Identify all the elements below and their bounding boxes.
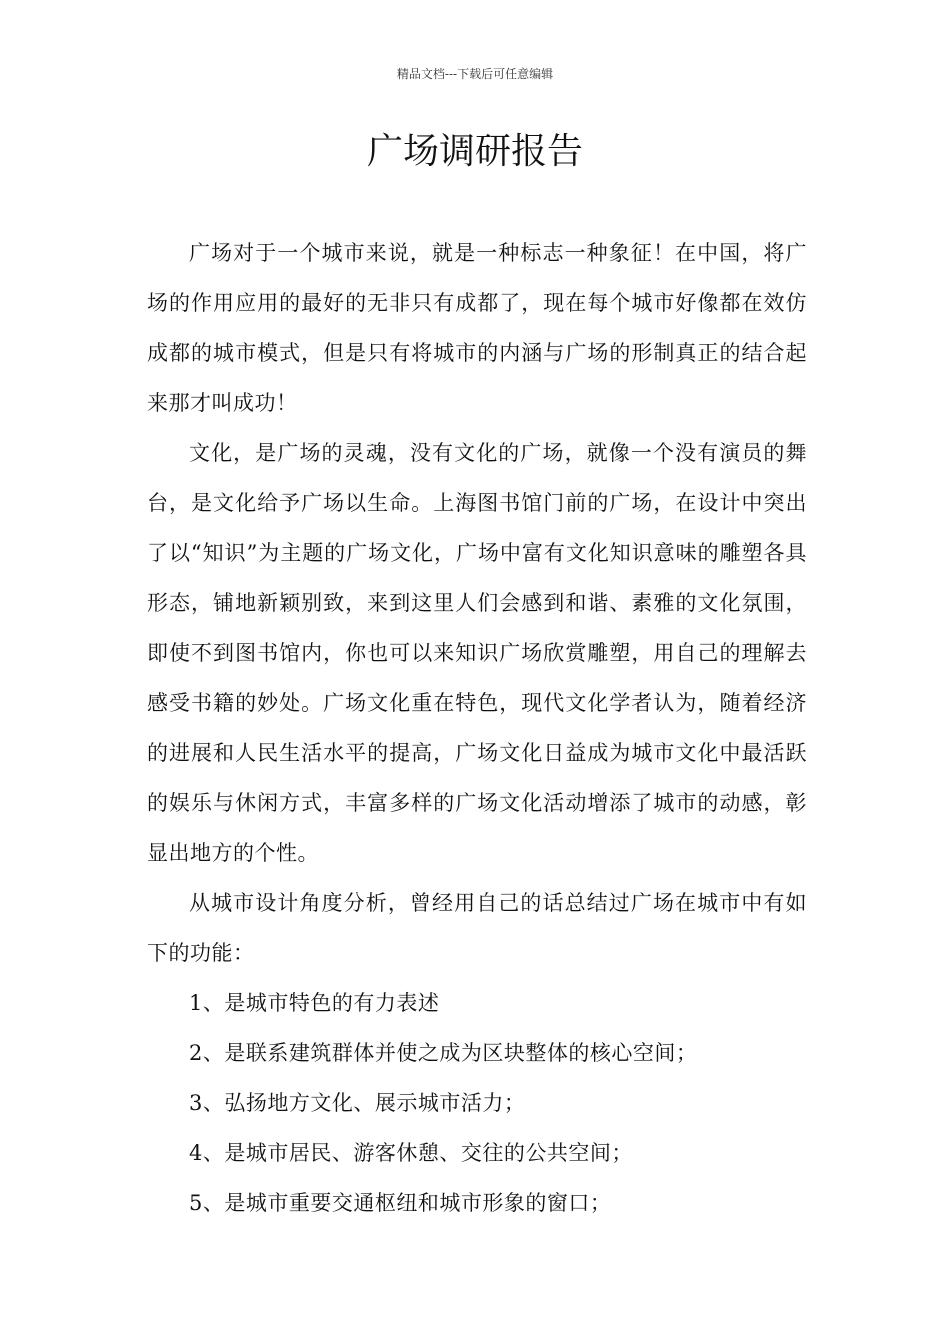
list-item: 3、弘扬地方文化、展示城市活力； (189, 1091, 526, 1115)
header-note: 精品文档---下载后可任意编辑 (396, 67, 554, 81)
list-item: 1、是城市特色的有力表述 (189, 991, 440, 1015)
paragraph-culture: 文化，是广场的灵魂，没有文化的广场，就像一个没有演员的舞台，是文化给予广场以生命。上海图书馆门前的广场，在设计中突出了以“知识”为主题的广场文化，广场中富有文化知识意味的雕塑各具形态，铺地新颖别致，来到这里人们会感到和谐、素雅的文化氛围，即使不到图书馆内，你也可以来知识广场欣赏雕塑，用自己的理解去感受书籍的妙处。广场文化重在特色，现代文化学者认为，随着经济的进展和人民生活水平的提高，广场文化日益成为城市文化中最活跃的娱乐与休闲方式，丰富多样的广场文化活动增添了城市的动感，彰显出地方的个性。 (147, 441, 807, 865)
document-title: 广场调研报告 (366, 131, 583, 172)
list-item: 2、是联系建筑群体并使之成为区块整体的核心空间； (189, 1041, 698, 1065)
paragraph-functions-intro: 从城市设计角度分析，曾经用自己的话总结过广场在城市中有如下的功能： (147, 891, 807, 965)
document-body (147, 228, 807, 1228)
list-item: 4、是城市居民、游客休憩、交往的公共空间； (189, 1141, 633, 1165)
paragraph-intro: 广场对于一个城市来说，就是一种标志一种象征！在中国，将广场的作用应用的最好的无非只有成都了，现在每个城市好像都在效仿成都的城市模式，但是只有将城市的内涵与广场的形制真正的结合起来那才叫成功！ (147, 241, 807, 415)
list-item: 5、是城市重要交通枢纽和城市形象的窗口； (189, 1191, 612, 1215)
